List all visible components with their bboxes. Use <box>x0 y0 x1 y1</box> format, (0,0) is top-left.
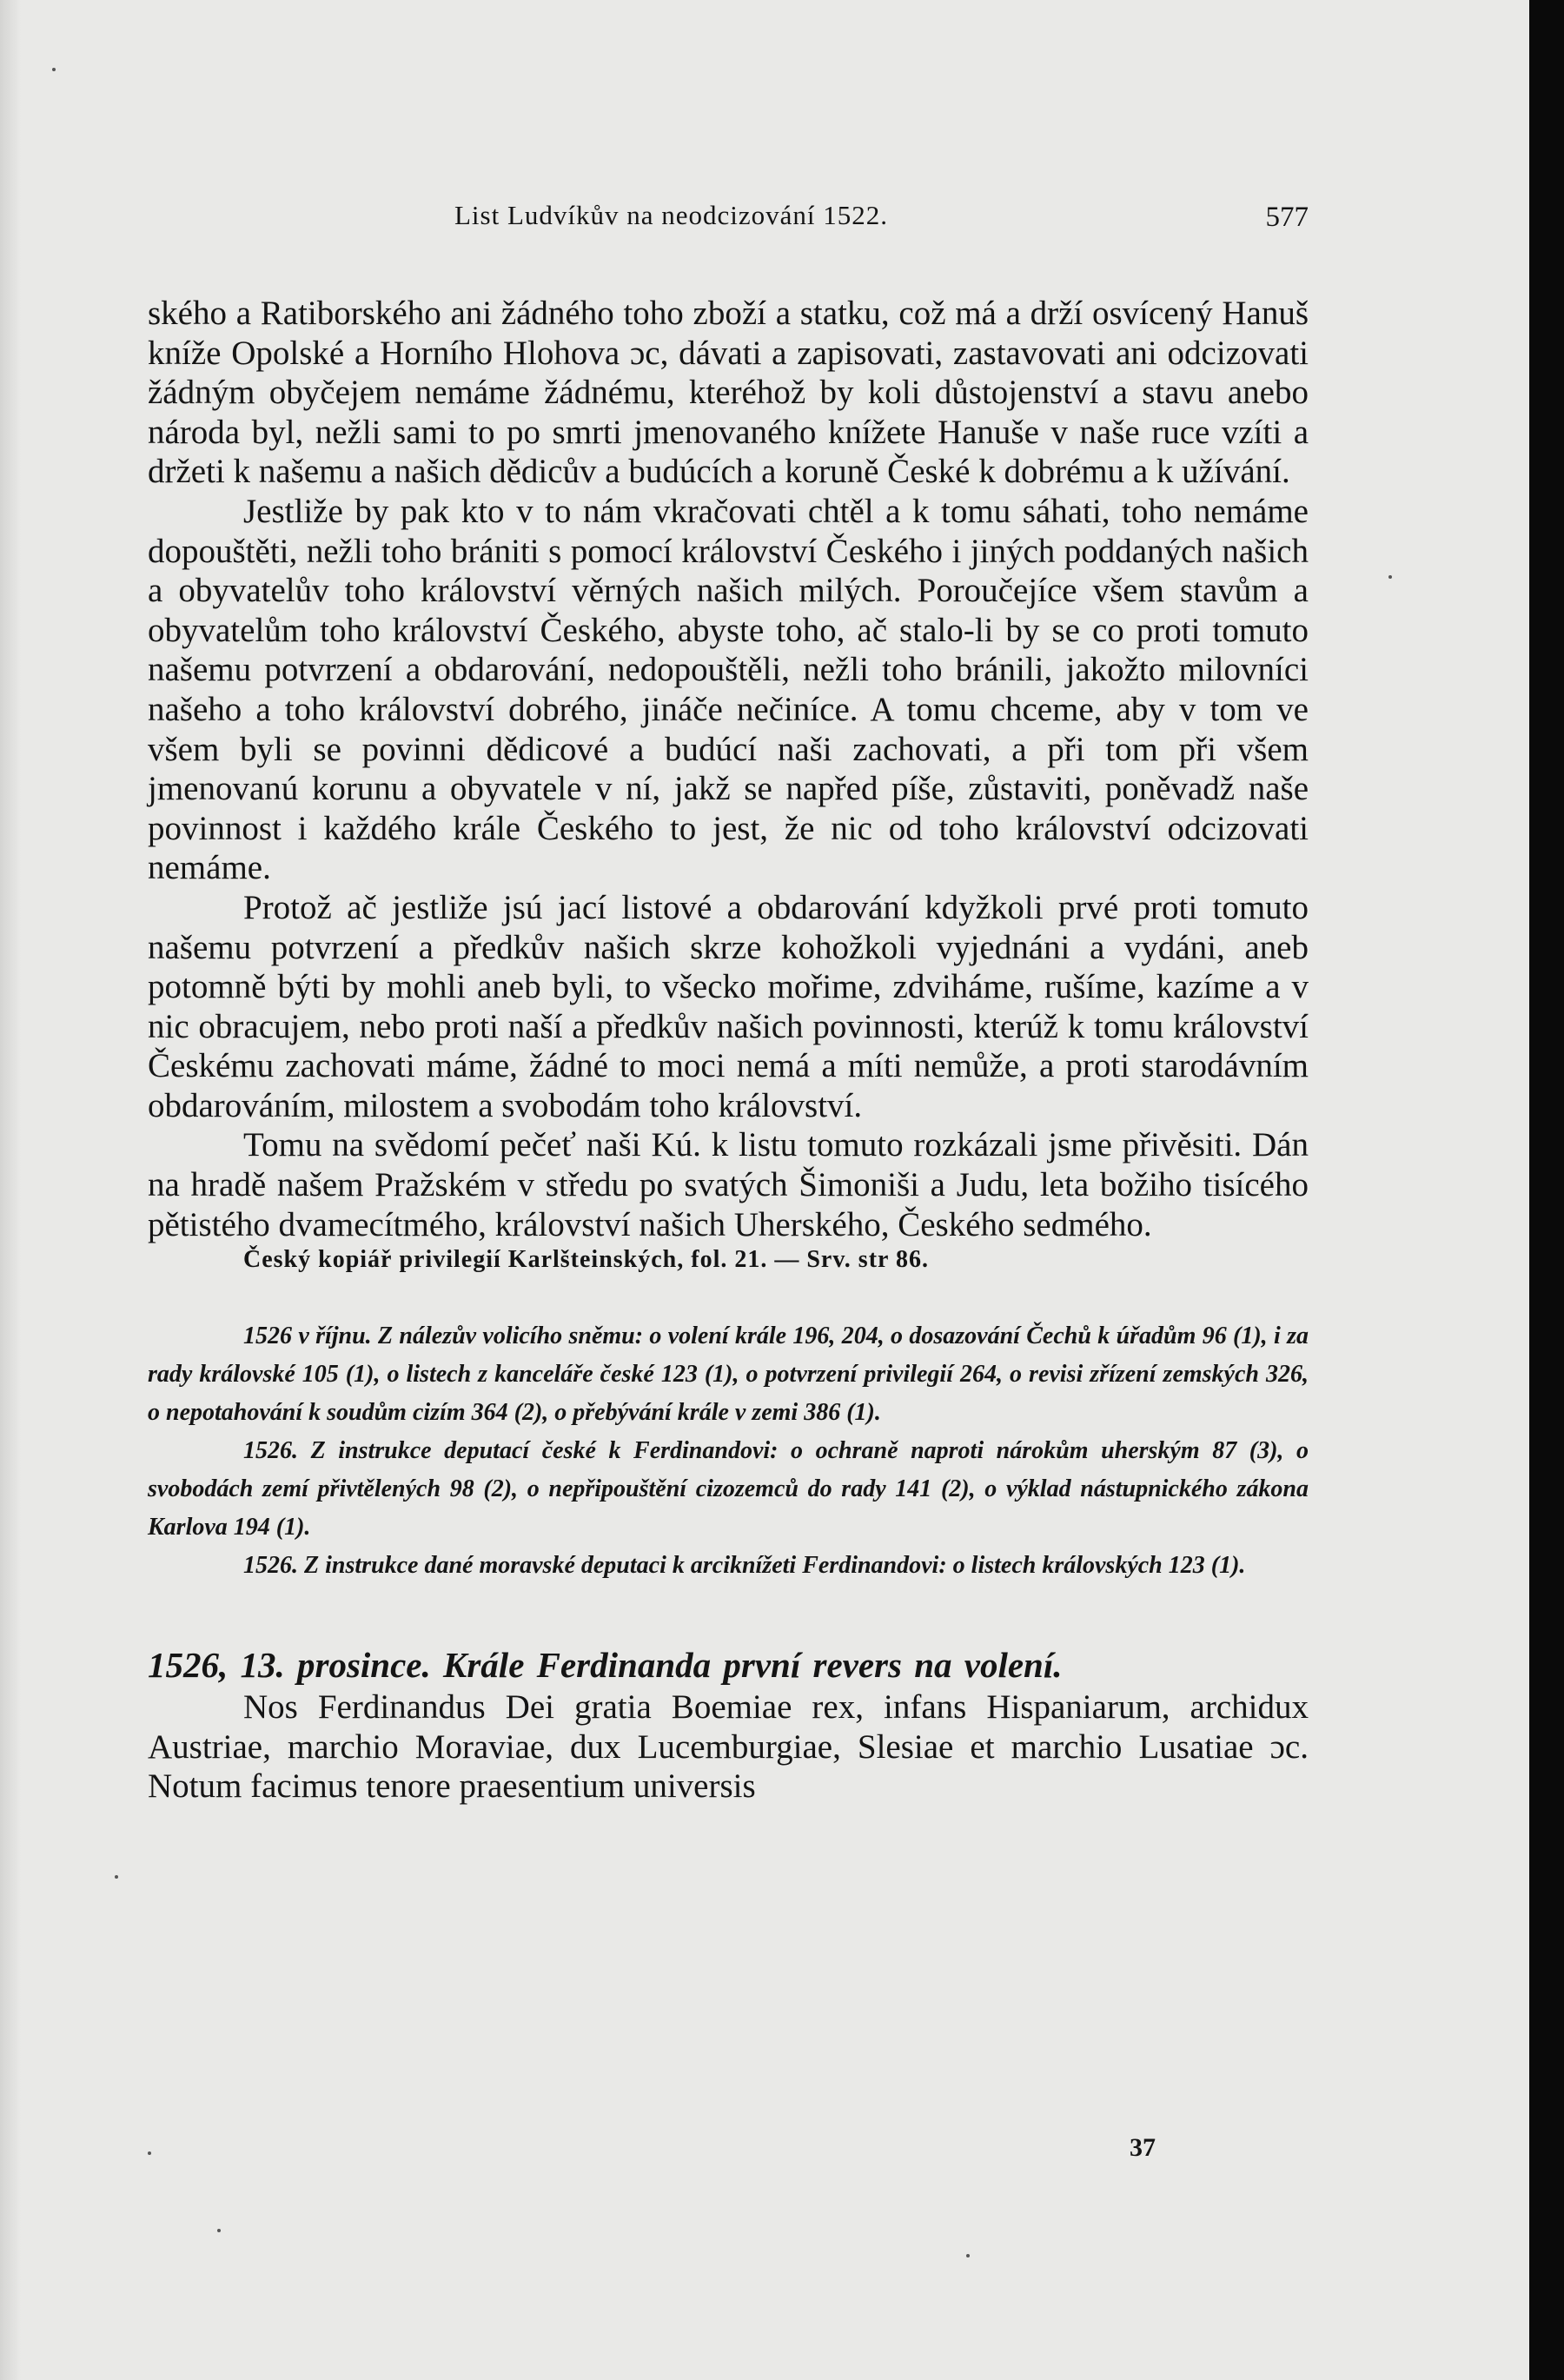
paragraph-3: Protož ač jestliže jsú jací listové a obdarování kdyžkoli prvé proti tomuto našemu potvrzení a předkův našich skrze kohožkoli vyjednáni a vydáni, aneb potomně býti by mohli aneb byli, to všecko mořime, zdviháme, rušíme, kazíme a v nic obracujem, nebo proti naší a předkův našich povinnosti, kterúž k tomu království Českému zachovati máme, žádné to moci nemá a míti nemůže, a proti starodávním obdarováním, milostem a svobodám toho království. <box>148 888 1309 1124</box>
paragraph-1: ského a Ratiborského ani žádného toho zboží a statku, což má a drží osvícený Hanuš kníže Opolské a Horního Hlohova ɔc, dávati a zapisovati, zastavovati ani odcizovati žádným obyčejem nemáme žádnému, kteréhož by koli důstojenství a stavu anebo národa byl, nežli sami to po smrti jmenovaného knížete Hanuše v naše ruce vzíti a držeti k našemu a našich dědicův a budúcích a koruně České k dobrému a k užívání. <box>148 295 1309 491</box>
latin-paragraph: Nos Ferdinandus Dei gratia Boemiae rex, infans Hispaniarum, archidux Austriae, marchio Moraviae, dux Lucemburgiae, Slesiae et marchio Lusatiae ɔc. Notum facimus tenore praesentium universis <box>148 1688 1309 1806</box>
book-page <box>148 191 1309 1807</box>
speck <box>217 2229 221 2232</box>
main-text <box>148 294 1309 1244</box>
page-number: 577 <box>1265 202 1309 233</box>
paragraph-2: Jestliže by pak kto v to nám vkračovati chtěl a k tomu sáhati, toho nemáme dopouštěti, nežli toho brániti s pomocí království Českého i jiných poddaných našich a obyvatelův toho království věrných našich milých. Poroučejíce všem stavům a obyvatelům toho království Českého, abyste toho, ač stalo-li by se co proti tomuto našemu potvrzení a obdarování, nedopouštěli, nežli toho bránili, jakožto milovníci našeho a toho království dobrého, jináče nečiníce. A tomu chceme, aby v tom ve všem byli se povinni dědicové a budúcí naši zachovati, a při tom při všem jmenovanú korunu a obyvatele v ní, jakž se napřed píše, zůstaviti, poněvadž naše povinnost i každého krále Českého to jest, že nic od toho království odcizovati nemáme. <box>148 492 1309 887</box>
regest-notes <box>148 1317 1309 1585</box>
latin-text <box>148 1687 1309 1807</box>
speck <box>115 1875 118 1879</box>
regest-1: 1526 v říjnu. Z nálezův volicího sněmu: o volení krále 196, 204, o dosazování Čechů k úřadům 96 (1), i za rady královské 105 (1), o listech z kanceláře české 123 (1), o potvrzení privilegií 264, o revisi zřízení zemských 326, o nepotahování k soudům cizím 364 (2), o přebývání krále v zemi 386 (1). <box>148 1323 1309 1427</box>
page-header <box>148 191 1309 243</box>
speck <box>148 2151 151 2155</box>
scan-left-edge <box>0 0 21 2380</box>
scan-right-border <box>1529 0 1564 2380</box>
running-title: List Ludvíkův na neodcizování 1522. <box>454 200 889 230</box>
source-note: Český kopiář privilegií Karlšteinských, fol. 21. — Srv. str 86. <box>243 1246 929 1274</box>
regest-2: 1526. Z instrukce deputací české k Ferdinandovi: o ochraně naproti nárokům uherským 87 (3), o svobodách zemí přivtělených 98 (2), o nepřipouštění cizozemců do rady 141 (2), o výklad nástupnického zákona Karlova 194 (1). <box>148 1437 1309 1541</box>
signature-mark: 37 <box>1130 2133 1156 2162</box>
speck <box>966 2254 970 2257</box>
speck <box>52 68 56 71</box>
paragraph-4: Tomu na svědomí pečeť naši Kú. k listu tomuto rozkázali jsme přivěsiti. Dán na hradě našem Pražském v středu po svatých Šimoniši a Judu, leta božiho tisícého pětistého dvamecítmého, království našich Uherského, Českého sedmého. <box>148 1126 1309 1243</box>
regest-3: 1526. Z instrukce dané moravské deputaci k arciknížeti Ferdinandovi: o listech královských 123 (1). <box>243 1552 1246 1580</box>
document-heading: 1526, 13. prosince. Krále Ferdinanda první revers na volení. <box>148 1645 1063 1686</box>
speck <box>1388 575 1392 579</box>
